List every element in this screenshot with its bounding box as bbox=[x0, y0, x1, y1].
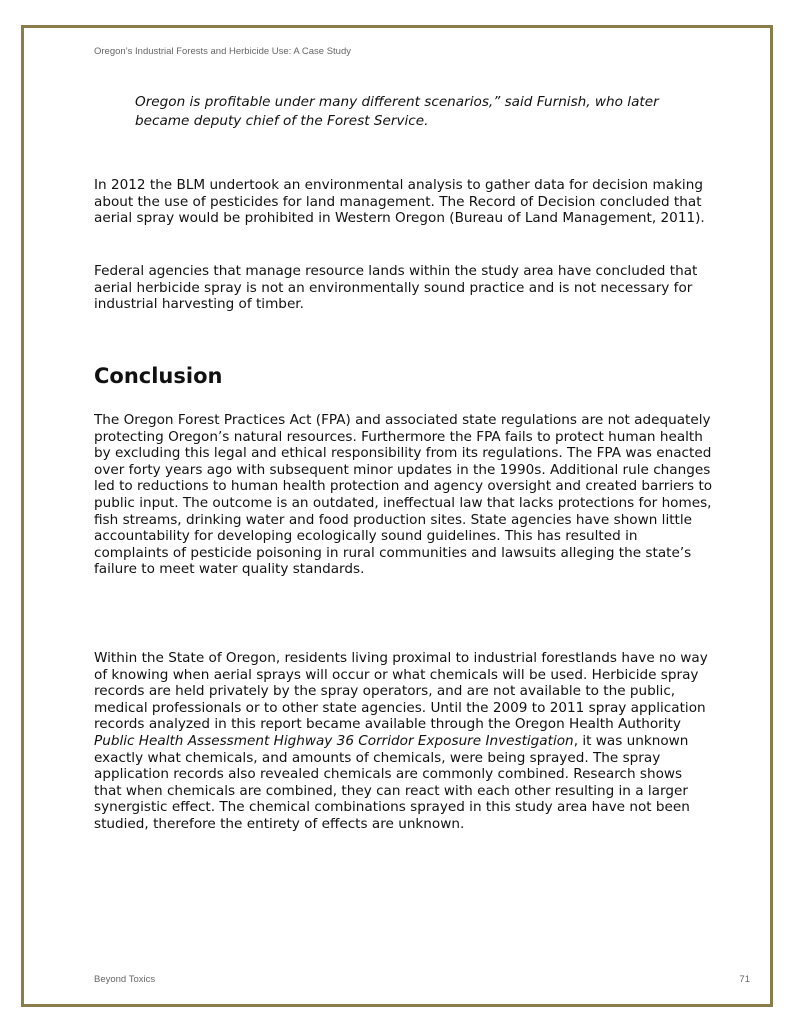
paragraph-conclusion-1: The Oregon Forest Practices Act (FPA) and associated state regulations are not adequately protecting Oregon’s natural resources. Furthermore the FPA fails to protect human health by excluding this legal and ethical responsibility from its regulations. The FPA was enacted over forty years ago with subsequent minor updates in the 1990s. Additional rule changes led to reductions to human health protection and agency oversight and created barriers to public input. The outcome is an outdated, ineffectual law that lacks protections for homes, fish streams, drinking water and food production sites. State agencies have shown little accountability for developing ecologically sound guidelines. This has resulted in complaints of pesticide poisoning in rural communities and lawsuits alleging the state’s failure to meet water quality standards. bbox=[94, 412, 713, 578]
report-title-italic: Public Health Assessment Highway 36 Corridor Exposure Investigation bbox=[94, 732, 574, 749]
footer-organization: Beyond Toxics bbox=[94, 974, 156, 985]
paragraph-text: , it was unknown exactly what chemicals, and amounts of chemicals, were being sprayed. The spray application records also revealed chemicals are commonly combined. Research shows that when chemicals are combined, they can react with each other resulting in a larger synergistic effect. The chemical combinations sprayed in this study area have not been studied, therefore the entirety of effects are unknown. bbox=[94, 732, 690, 832]
running-header: Oregon’s Industrial Forests and Herbicide Use: A Case Study bbox=[94, 46, 351, 57]
block-quote: Oregon is profitable under many different scenarios,” said Furnish, who later became deputy chief of the Forest Service. bbox=[135, 94, 659, 129]
paragraph-text: Within the State of Oregon, residents living proximal to industrial forestlands have no way of knowing when aerial sprays will occur or what chemicals will be used. Herbicide spray records are held privately by the spray operators, and are not available to the public, medical professionals or to other state agencies. Until the 2009 to 2011 spray application records analyzed in this report became available through the Oregon Health Authority bbox=[94, 650, 708, 733]
page-number: 71 bbox=[739, 974, 750, 985]
paragraph-federal-agencies: Federal agencies that manage resource lands within the study area have concluded that aerial herbicide spray is not an environmentally sound practice and is not necessary for industrial harvesting of timber. bbox=[94, 263, 698, 313]
section-heading-conclusion: Conclusion bbox=[94, 364, 223, 388]
paragraph-blm: In 2012 the BLM undertook an environmental analysis to gather data for decision making about the use of pesticides for land management. The Record of Decision concluded that aerial spray would be prohibited in Western Oregon (Bureau of Land Management, 2011). bbox=[94, 177, 705, 227]
paragraph-conclusion-2 bbox=[94, 650, 714, 833]
